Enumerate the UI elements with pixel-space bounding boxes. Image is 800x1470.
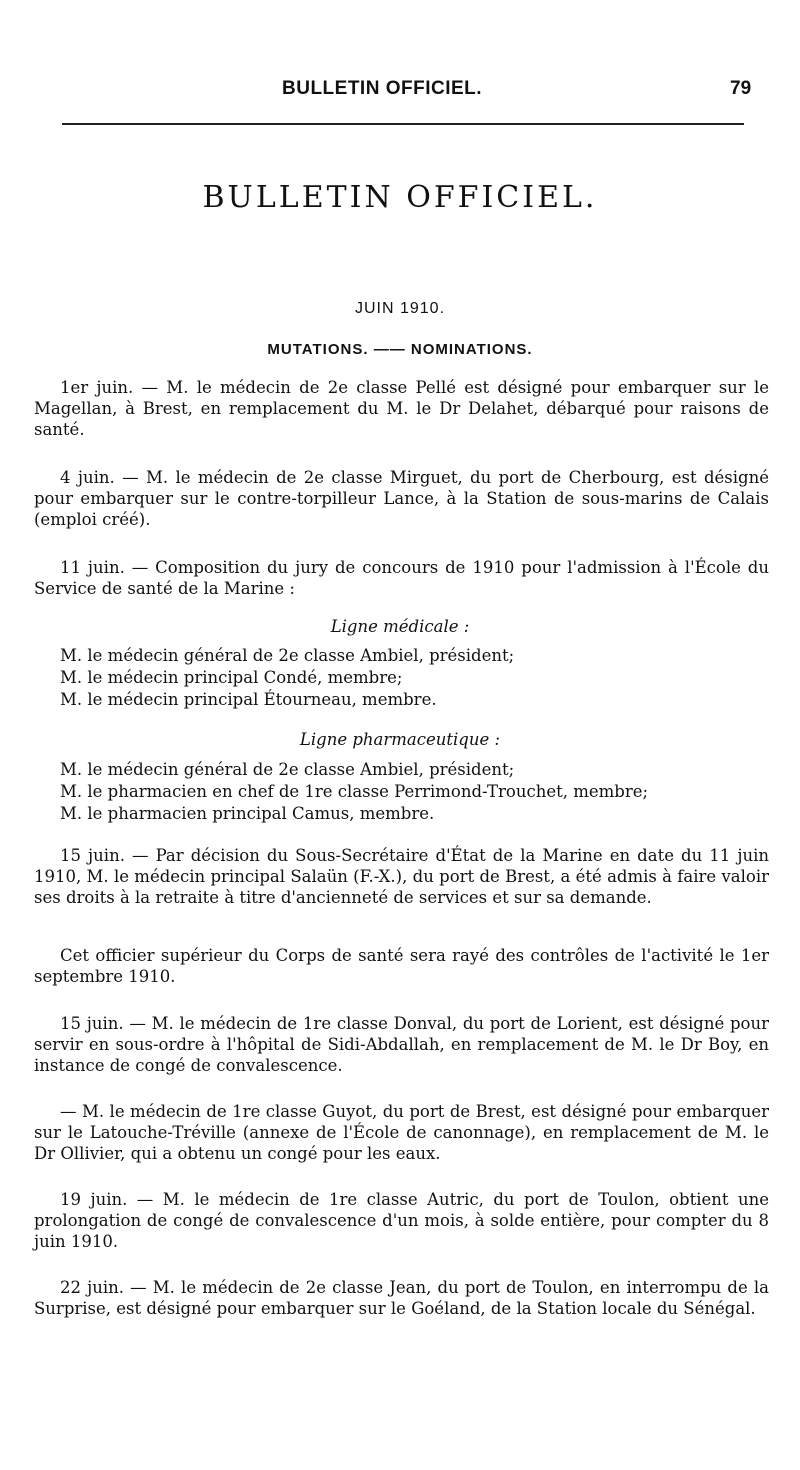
paragraph-3: 11 juin. — Composition du jury de concours de 1910 pour l'admission à l'École du Service de santé de la Marine : xyxy=(34,558,769,598)
jury-entry: M. le médecin général de 2e classe Ambiel, président; xyxy=(60,760,515,779)
header-rule xyxy=(62,123,744,125)
running-title: BULLETIN OFFICIEL. xyxy=(282,78,483,99)
jury-entry: M. le pharmacien en chef de 1re classe Perrimond-Trouchet, membre; xyxy=(60,782,649,801)
subheading-medicale: Ligne médicale : xyxy=(330,617,470,636)
paragraph-6: 15 juin. — M. le médecin de 1re classe Donval, du port de Lorient, est désigné pour servir en sous-ordre à l'hôpital de Sidi-Abdallah, en remplacement de M. le Dr Boy, en instance de congé de convalescence. xyxy=(34,1014,769,1075)
jury-entry: M. le pharmacien principal Camus, membre. xyxy=(60,804,435,823)
running-header xyxy=(0,78,800,104)
paragraph-5: Cet officier supérieur du Corps de santé sera rayé des contrôles de l'activité le 1er septembre 1910. xyxy=(34,946,769,986)
paragraph-7: — M. le médecin de 1re classe Guyot, du port de Brest, est désigné pour embarquer sur le Latouche-Tréville (annexe de l'École de canonnage), en remplacement de M. le Dr Ollivier, qui a obtenu un congé pour les eaux. xyxy=(34,1102,769,1163)
paragraph-4: 15 juin. — Par décision du Sous-Secrétaire d'État de la Marine en date du 11 juin 1910, M. le médecin principal Salaün (F.-X.), du port de Brest, a été admis à faire valoir ses droits à la retraite à titre d'ancienneté de services et sur sa demande. xyxy=(34,846,769,907)
jury-entry: M. le médecin général de 2e classe Ambiel, président; xyxy=(60,646,515,665)
month-heading: JUIN 1910. xyxy=(354,300,446,317)
page-title: BULLETIN OFFICIEL. xyxy=(202,180,598,215)
paragraph-2: 4 juin. — M. le médecin de 2e classe Mirguet, du port de Cherbourg, est désigné pour embarquer sur le contre-torpilleur Lance, à la Station de sous-marins de Calais (emploi créé). xyxy=(34,468,769,529)
section-heading: MUTATIONS. —— NOMINATIONS. xyxy=(267,341,533,358)
jury-entry: M. le médecin principal Étourneau, membre. xyxy=(60,690,437,709)
jury-entry: M. le médecin principal Condé, membre; xyxy=(60,668,403,687)
paragraph-1: 1er juin. — M. le médecin de 2e classe Pellé est désigné pour embarquer sur le Magellan, à Brest, en remplacement du M. le Dr Delahet, débarqué pour raisons de santé. xyxy=(34,378,769,439)
subheading-pharmaceutique: Ligne pharmaceutique : xyxy=(299,730,501,749)
paragraph-8: 19 juin. — M. le médecin de 1re classe Autric, du port de Toulon, obtient une prolongation de congé de convalescence d'un mois, à solde entière, pour compter du 8 juin 1910. xyxy=(34,1190,769,1251)
page-number: 79 xyxy=(730,78,752,99)
paragraph-9: 22 juin. — M. le médecin de 2e classe Jean, du port de Toulon, en interrompu de la Surprise, est désigné pour embarquer sur le Goéland, de la Station locale du Sénégal. xyxy=(34,1278,769,1318)
